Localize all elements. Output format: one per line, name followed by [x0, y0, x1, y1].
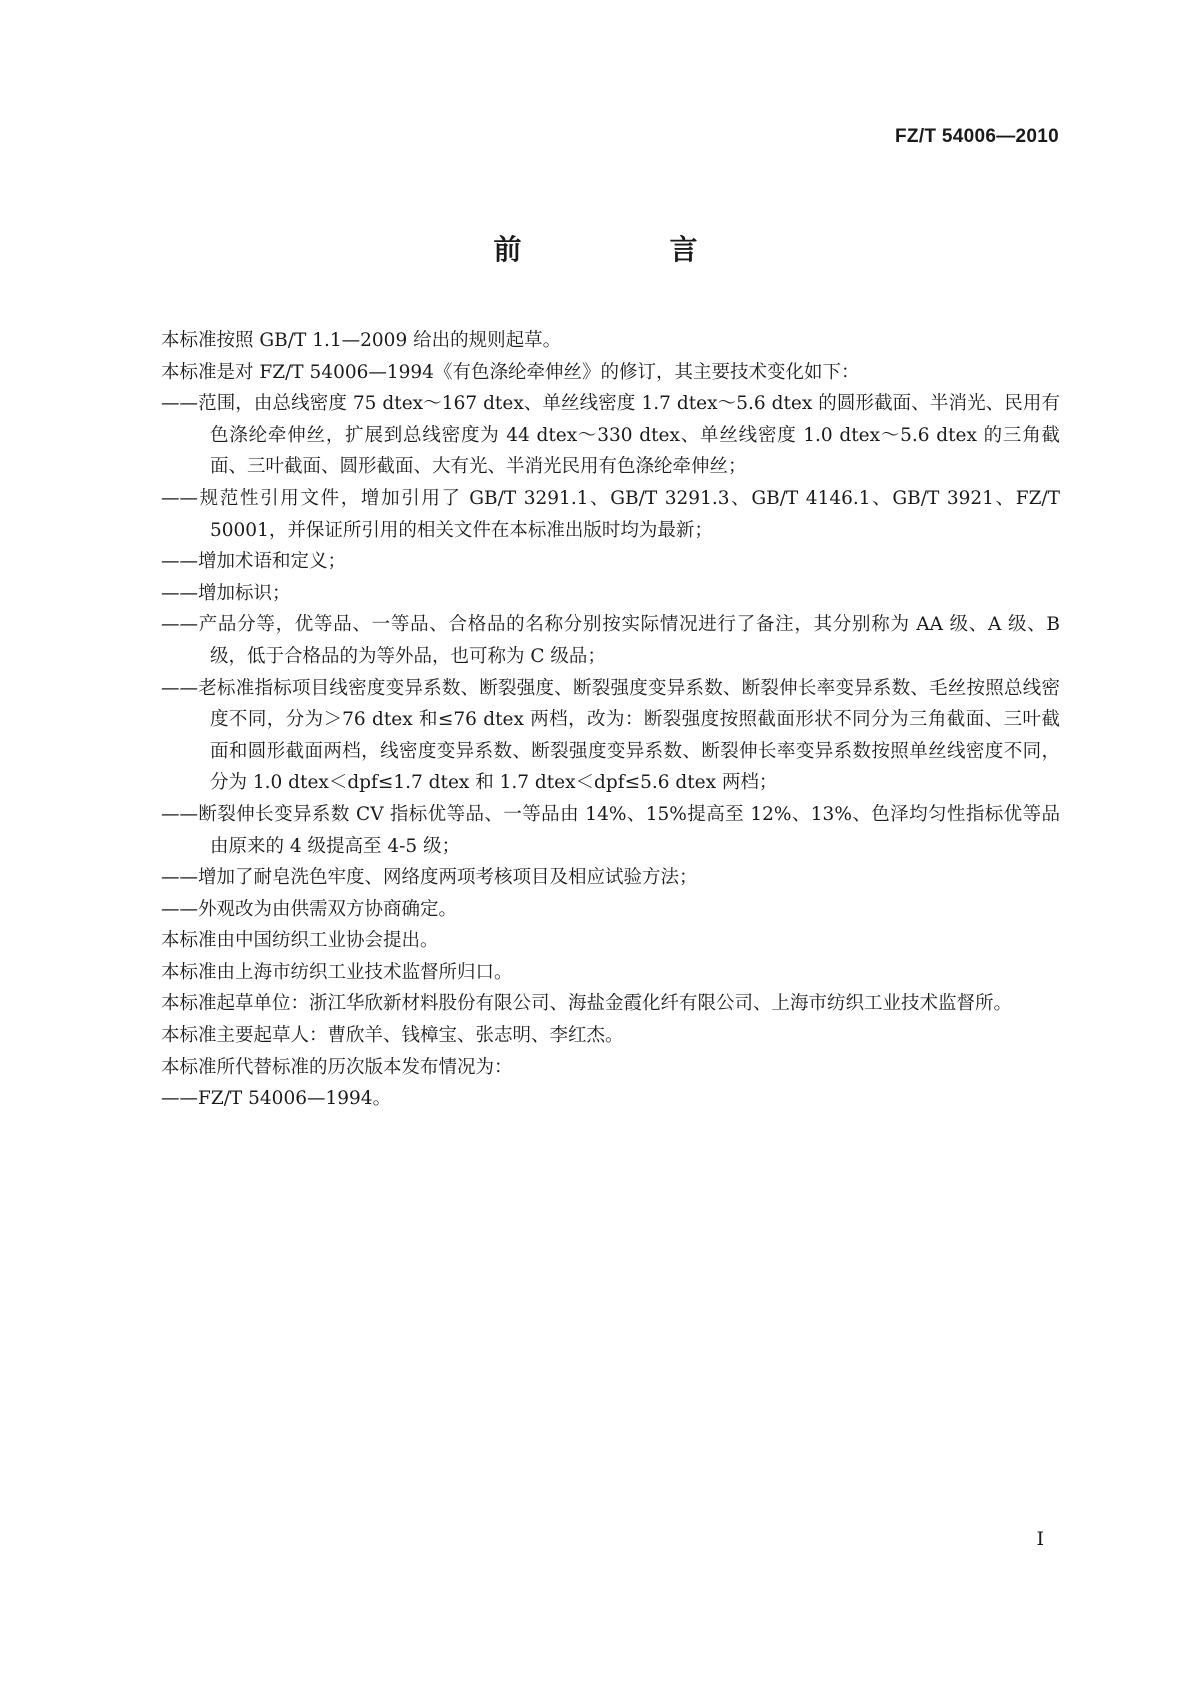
paragraph: 本标准由中国纺织工业协会提出。 — [161, 930, 439, 952]
list-item: ——增加了耐皂洗色牢度、网络度两项考核项目及相应试验方法； — [161, 867, 698, 889]
list-item: ——增加术语和定义； — [161, 551, 347, 573]
paragraph: 本标准按照 GB/T 1.1—2009 给出的规则起草。 — [161, 330, 562, 351]
document-body — [124, 325, 1060, 1115]
paragraph: 本标准是对 FZ/T 54006—1994《有色涤纶牵伸丝》的修订，其主要技术变化如下： — [161, 361, 860, 383]
page-number: I — [1036, 1528, 1044, 1550]
paragraph: ——FZ/T 54006—1994。 — [161, 1088, 392, 1110]
list-item: ——外观改为由供需双方协商确定。 — [161, 898, 458, 920]
list-item: ——增加标识； — [161, 582, 291, 604]
paragraph: 本标准所代替标准的历次版本发布情况为： — [161, 1056, 513, 1078]
paragraph: 本标准由上海市纺织工业技术监督所归口。 — [161, 961, 513, 983]
list-item: ——规范性引用文件，增加引用了 GB/T 3291.1、GB/T 3291.3、GB/T 4146.1、GB/T 3921、FZ/T 50001，并保证所引用的相关文件在本标准出版时均为最新； — [161, 487, 1060, 541]
paragraph: 本标准起草单位：浙江华欣新材料股份有限公司、海盐金霞化纤有限公司、上海市纺织工业技术监督所。 — [161, 993, 1013, 1015]
list-item: ——产品分等，优等品、一等品、合格品的名称分别按实际情况进行了备注，其分别称为 AA 级、A 级、B 级，低于合格品的为等外品，也可称为 C 级品； — [161, 614, 1060, 667]
list-item: ——老标准指标项目线密度变异系数、断裂强度、断裂强度变异系数、断裂伸长率变异系数、毛丝按照总线密度不同，分为＞76 dtex 和≤76 dtex 两档，改为：断裂强度按照截面形状不同分为三角截面、三叶截面和圆形截面两档，线密度变异系数、断裂强度变异系数、断裂伸长率变异系数按照单丝线密度不同，分为 1.0 dtex＜dpf≤1.7 dtex 和 1.7 dtex＜dpf≤5.6 dtex 两档； — [161, 677, 1060, 794]
page-title: 前 言 — [493, 233, 758, 266]
paragraph: 本标准主要起草人：曹欣羊、钱樟宝、张志明、李红杰。 — [161, 1025, 624, 1047]
list-item: ——断裂伸长变异系数 CV 指标优等品、一等品由 14%、15%提高至 12%、13%、色泽均匀性指标优等品由原来的 4 级提高至 4-5 级； — [161, 803, 1060, 857]
standard-code: FZ/T 54006—2010 — [895, 126, 1059, 147]
list-item: ——范围，由总线密度 75 dtex～167 dtex、单丝线密度 1.7 dtex～5.6 dtex 的圆形截面、半消光、民用有色涤纶牵伸丝，扩展到总线密度为 44 dtex～330 dtex、单丝线密度 1.0 dtex～5.6 dtex 的三角截面、三叶截面、圆形截面、大有光、半消光民用有色涤纶牵伸丝； — [161, 393, 1060, 478]
